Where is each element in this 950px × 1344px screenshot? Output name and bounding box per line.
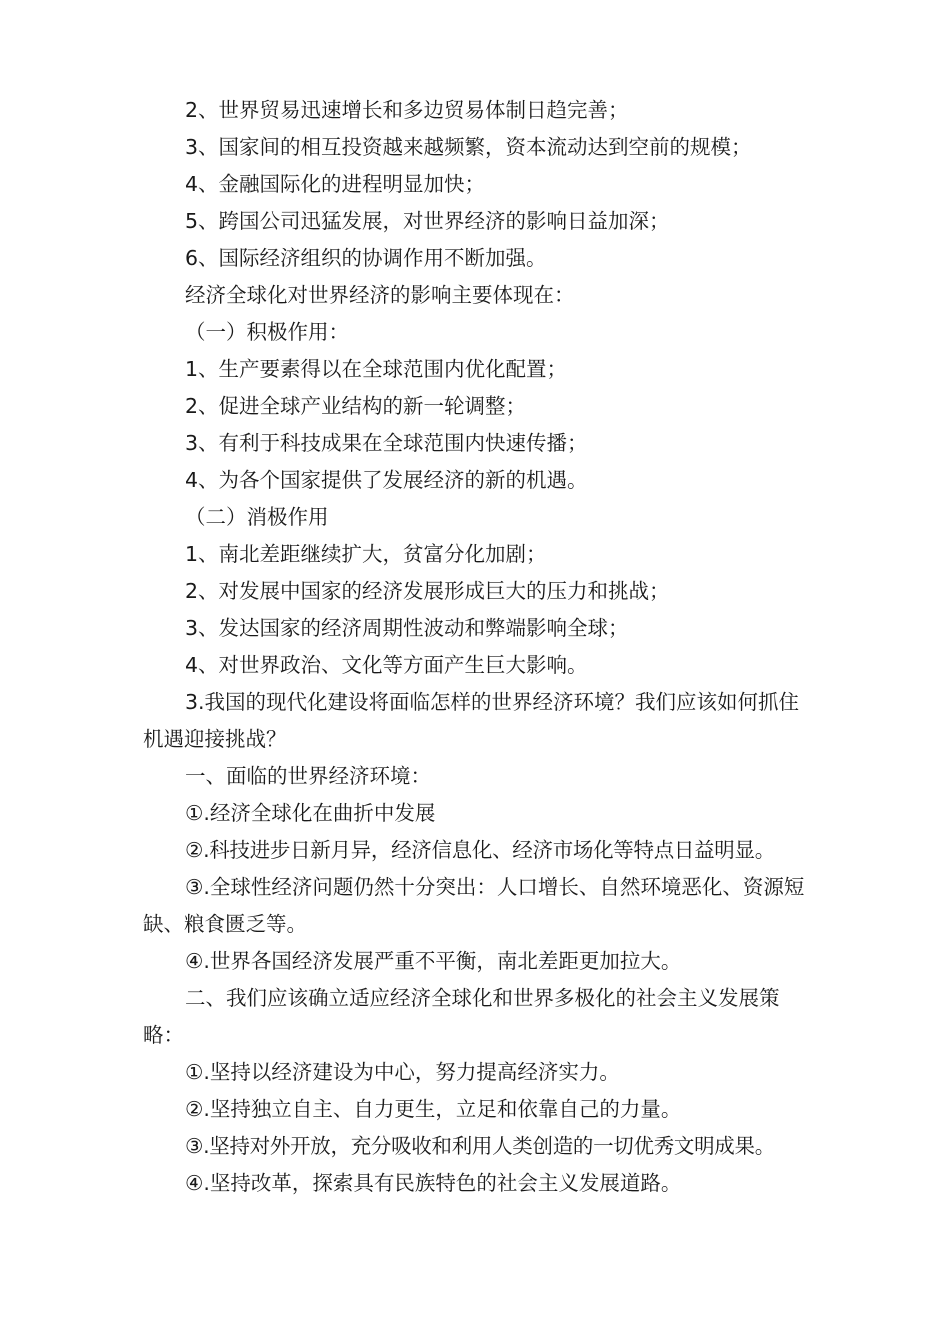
- paragraph: 3、国家间的相互投资越来越频繁，资本流动达到空前的规模；: [185, 135, 752, 159]
- paragraph: 2、促进全球产业结构的新一轮调整；: [185, 394, 527, 418]
- question-paragraph: 3.我国的现代化建设将面临怎样的世界经济环境？我们应该如何抓住机遇迎接挑战？: [143, 690, 800, 751]
- paragraph: ④.坚持改革，探索具有民族特色的社会主义发展道路。: [185, 1171, 682, 1195]
- section-heading: 一、面临的世界经济环境：: [185, 764, 431, 788]
- paragraph: 经济全球化对世界经济的影响主要体现在：: [185, 283, 575, 307]
- paragraph: 4、为各个国家提供了发展经济的新的机遇。: [185, 468, 588, 492]
- paragraph: ①.坚持以经济建设为中心，努力提高经济实力。: [185, 1060, 620, 1084]
- paragraph: 5、跨国公司迅猛发展，对世界经济的影响日益加深；: [185, 209, 670, 233]
- paragraph: 2、世界贸易迅速增长和多边贸易体制日趋完善；: [185, 98, 629, 122]
- paragraph: ②.坚持独立自主、自力更生，立足和依靠自己的力量。: [185, 1097, 682, 1121]
- paragraph: 4、金融国际化的进程明显加快；: [185, 172, 486, 196]
- section-heading: 二、我们应该确立适应经济全球化和世界多极化的社会主义发展策略：: [143, 986, 780, 1047]
- paragraph: ④.世界各国经济发展严重不平衡，南北差距更加拉大。: [185, 949, 682, 973]
- paragraph: 3、发达国家的经济周期性波动和弊端影响全球；: [185, 616, 629, 640]
- paragraph: ②.科技进步日新月异，经济信息化、经济市场化等特点日益明显。: [185, 838, 775, 862]
- section-heading: （二）消极作用: [185, 505, 329, 529]
- document-body: [143, 92, 815, 1202]
- section-heading: （一）积极作用：: [185, 320, 349, 344]
- paragraph: 4、对世界政治、文化等方面产生巨大影响。: [185, 653, 588, 677]
- paragraph: 2、对发展中国家的经济发展形成巨大的压力和挑战；: [185, 579, 670, 603]
- paragraph: ①.经济全球化在曲折中发展: [185, 801, 436, 825]
- paragraph: 1、南北差距继续扩大，贫富分化加剧；: [185, 542, 547, 566]
- paragraph: 1、生产要素得以在全球范围内优化配置；: [185, 357, 568, 381]
- paragraph: ③.坚持对外开放，充分吸收和利用人类创造的一切优秀文明成果。: [185, 1134, 775, 1158]
- paragraph: ③.全球性经济问题仍然十分突出：人口增长、自然环境恶化、资源短缺、粮食匮乏等。: [143, 875, 805, 936]
- paragraph: 3、有利于科技成果在全球范围内快速传播；: [185, 431, 588, 455]
- paragraph: 6、国际经济组织的协调作用不断加强。: [185, 246, 547, 270]
